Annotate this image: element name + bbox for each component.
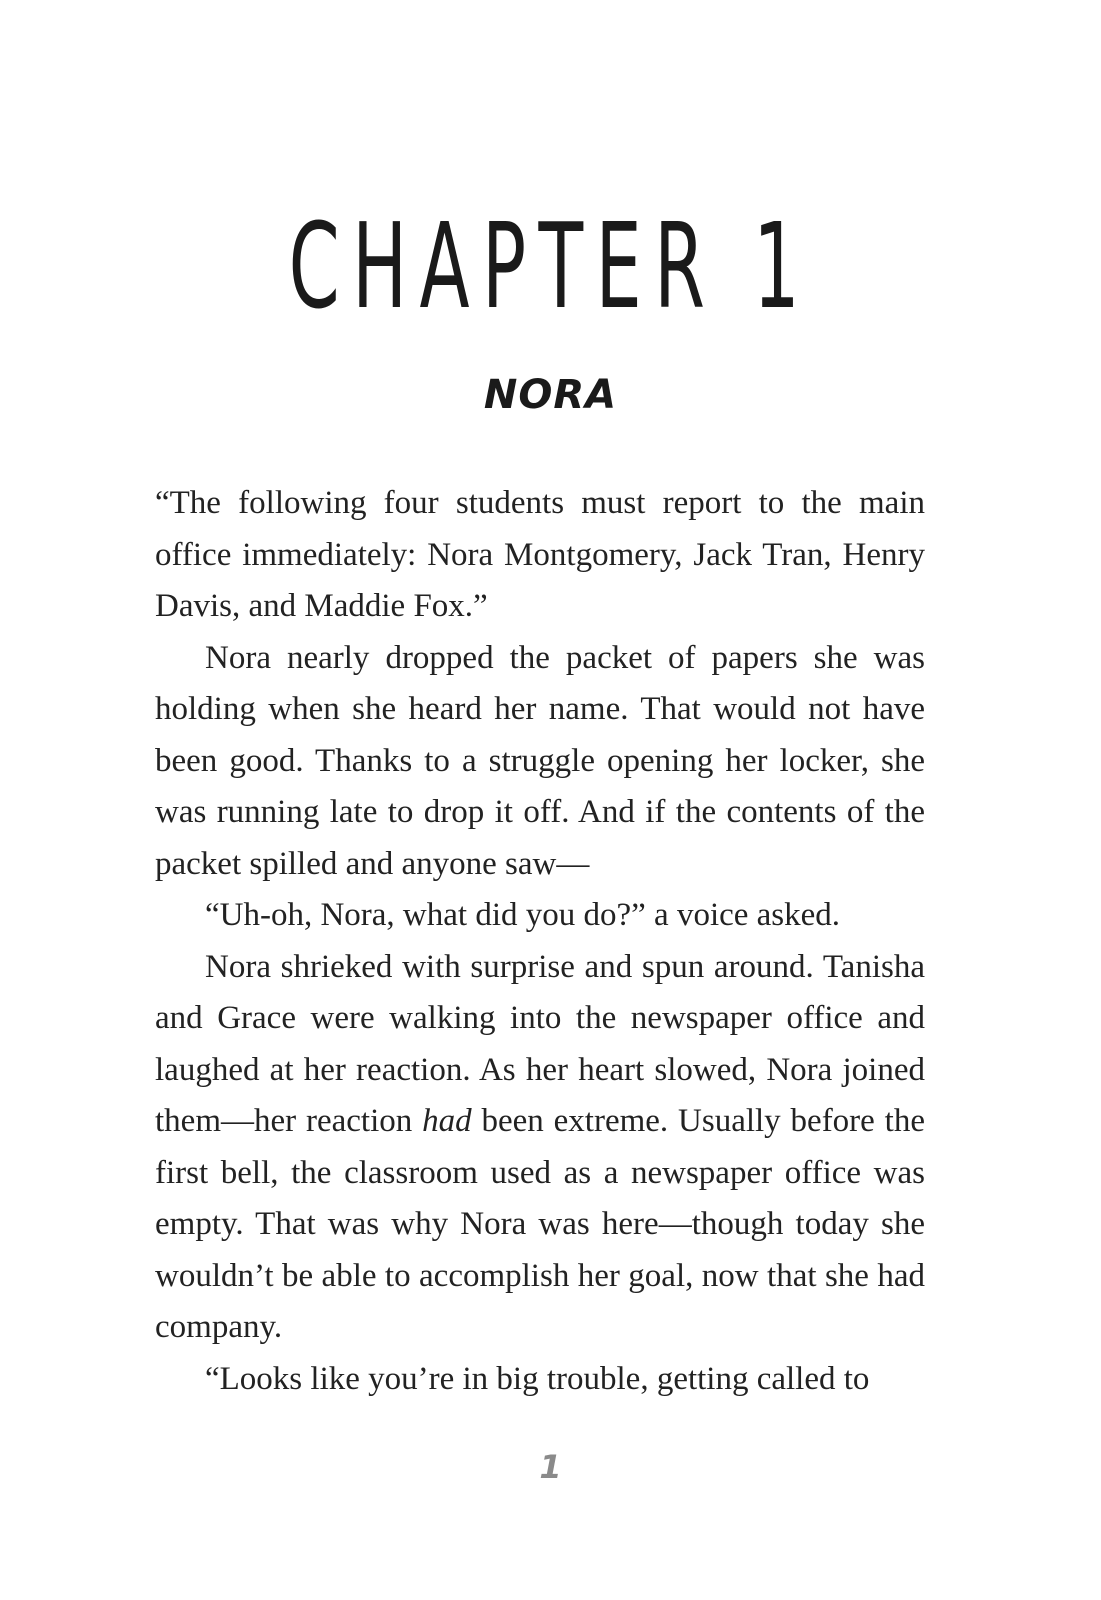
paragraph-text: been extreme. Usually before the first bell, the classroom used as a newspaper office was empty. That was why Nora was here—though today she wouldn’t be able to accomplish her goal, now that she had company.: [155, 1103, 926, 1345]
paragraph: [155, 942, 925, 1354]
paragraph-text: Nora shrieked with surprise and spun around. Tanisha and Grace were walking into the newspaper office and laughed at her reaction. As her heart slowed, Nora joined them—her reaction: [155, 948, 925, 1139]
chapter-narrator-name: NORA: [483, 372, 618, 418]
page-number: 1: [539, 1448, 562, 1486]
paragraph: “The following four students must report to the main office immediately: Nora Montgomery, Jack Tran, Henry Davis, and Maddie Fox.”: [155, 485, 925, 624]
chapter-body: [155, 478, 925, 1405]
paragraph: “Looks like you’re in big trouble, getting called to: [205, 1360, 870, 1397]
chapter-title: CHAPTER 1: [288, 197, 813, 336]
emphasized-word: had: [422, 1103, 472, 1139]
paragraph: “Uh-oh, Nora, what did you do?” a voice asked.: [205, 897, 841, 933]
paragraph: Nora nearly dropped the packet of papers she was holding when she heard her name. That would not have been good. Thanks to a struggle opening her locker, she was running late to drop it off. And if the contents of the packet spilled and anyone saw—: [155, 639, 925, 882]
